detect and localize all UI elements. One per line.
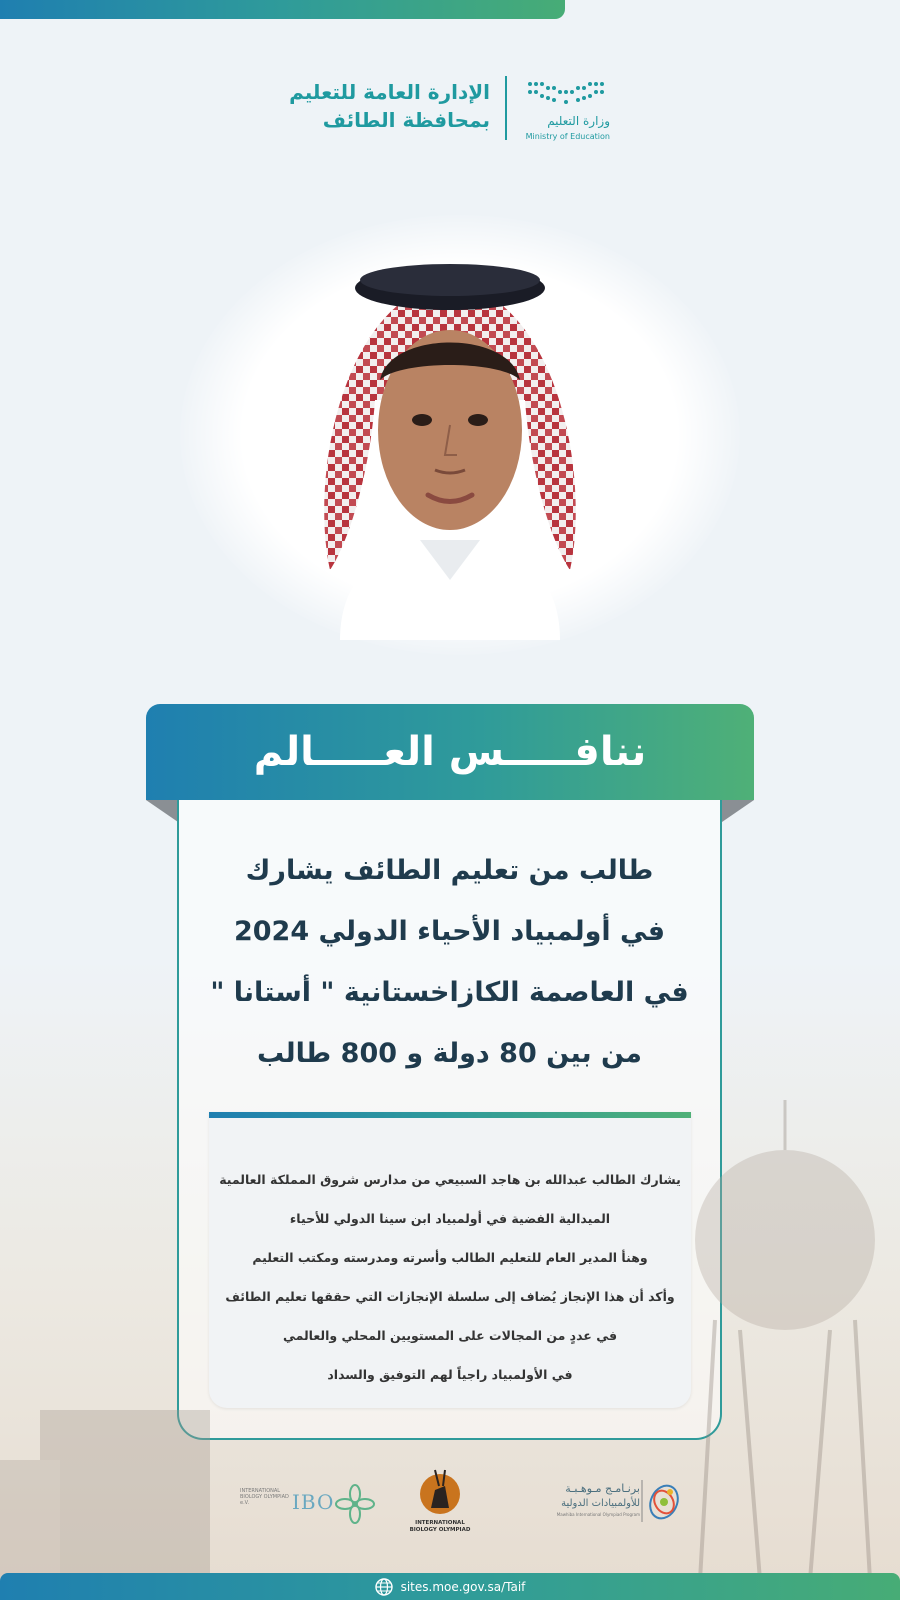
mawhiba-subtitle: للأولمبيادات الدولية <box>561 1498 640 1509</box>
header <box>270 70 630 145</box>
headline-line-2: في أولمبياد الأحياء الدولي 2024 <box>233 916 666 947</box>
ibo-emblem-text: INTERNATIONAL BIOLOGY OLYMPIAD <box>409 1520 471 1533</box>
ministry-name-en: Ministry of Education <box>525 132 610 141</box>
ibo-logo <box>240 1484 370 1530</box>
footer-link[interactable] <box>375 1578 526 1596</box>
ibo-small-text: INTERNATIONAL BIOLOGY OLYMPIAD e.V. <box>240 1488 289 1506</box>
ministry-logo <box>520 76 630 142</box>
mawhiba-title: برنـامـج مـوهـبـة <box>565 1482 640 1495</box>
body-line-4: وأكد أن هذا الإنجاز يُضاف إلى سلسلة الإنجازات التي حققها تعليم الطائف <box>225 1289 675 1304</box>
ibo-emblem-logo <box>405 1468 475 1538</box>
department-line-2: بمحافظة الطائف <box>322 108 490 132</box>
headline-line-4: من بين 80 دولة و 800 طالب <box>256 1038 643 1069</box>
body-line-2: الميدالية الفضية في أولمبياد ابن سينا الدولي للأحياء <box>289 1211 611 1226</box>
flower-icon <box>335 1484 375 1524</box>
news-card <box>177 800 722 1440</box>
header-divider <box>505 76 507 140</box>
student-portrait <box>300 240 600 640</box>
top-accent-bar <box>0 0 565 19</box>
mawhiba-orbit-icon <box>640 1478 680 1524</box>
body-line-6: في الأولمبياد راجياً لهم التوفيق والسداد <box>327 1367 573 1382</box>
ministry-dots-icon <box>524 78 610 108</box>
mawhiba-logo <box>530 1478 680 1534</box>
footer-url[interactable]: sites.moe.gov.sa/Taif <box>400 1579 526 1594</box>
body-line-5: في عددٍ من المجالات على المستويين المحلي والعالمي <box>282 1328 618 1343</box>
banner-fold-right <box>722 800 754 822</box>
mawhiba-english: Mawhiba International Olympiad Program <box>556 1512 640 1517</box>
title-banner <box>146 704 754 800</box>
department-line-1: الإدارة العامة للتعليم <box>289 80 490 104</box>
department-name <box>289 78 490 134</box>
footer-bar <box>0 1573 900 1600</box>
ministry-name-ar: وزارة التعليم <box>547 114 610 128</box>
body-line-3: وهنأ المدير العام للتعليم الطالب وأسرته ومدرسته ومكتب التعليم <box>252 1250 648 1265</box>
banner-title: ننافـــــس العـــــالم <box>253 729 647 775</box>
body-line-1: يشارك الطالب عبدالله بن هاجد السبيعي من مدارس شروق المملكة العالمية <box>219 1172 681 1187</box>
headline-line-3: في العاصمة الكازاخستانية " أستانا " <box>210 977 689 1008</box>
partner-logos <box>230 1468 680 1538</box>
body-accent-strip <box>209 1112 691 1118</box>
banner-fold-left <box>146 800 178 822</box>
antelope-emblem-icon <box>417 1468 463 1516</box>
headline <box>179 840 720 1084</box>
ibo-text: IBO <box>292 1490 335 1514</box>
body-text <box>209 1160 691 1394</box>
headline-line-1: طالب من تعليم الطائف يشارك <box>245 855 654 886</box>
body-text-box <box>209 1112 691 1408</box>
globe-icon <box>375 1578 393 1596</box>
